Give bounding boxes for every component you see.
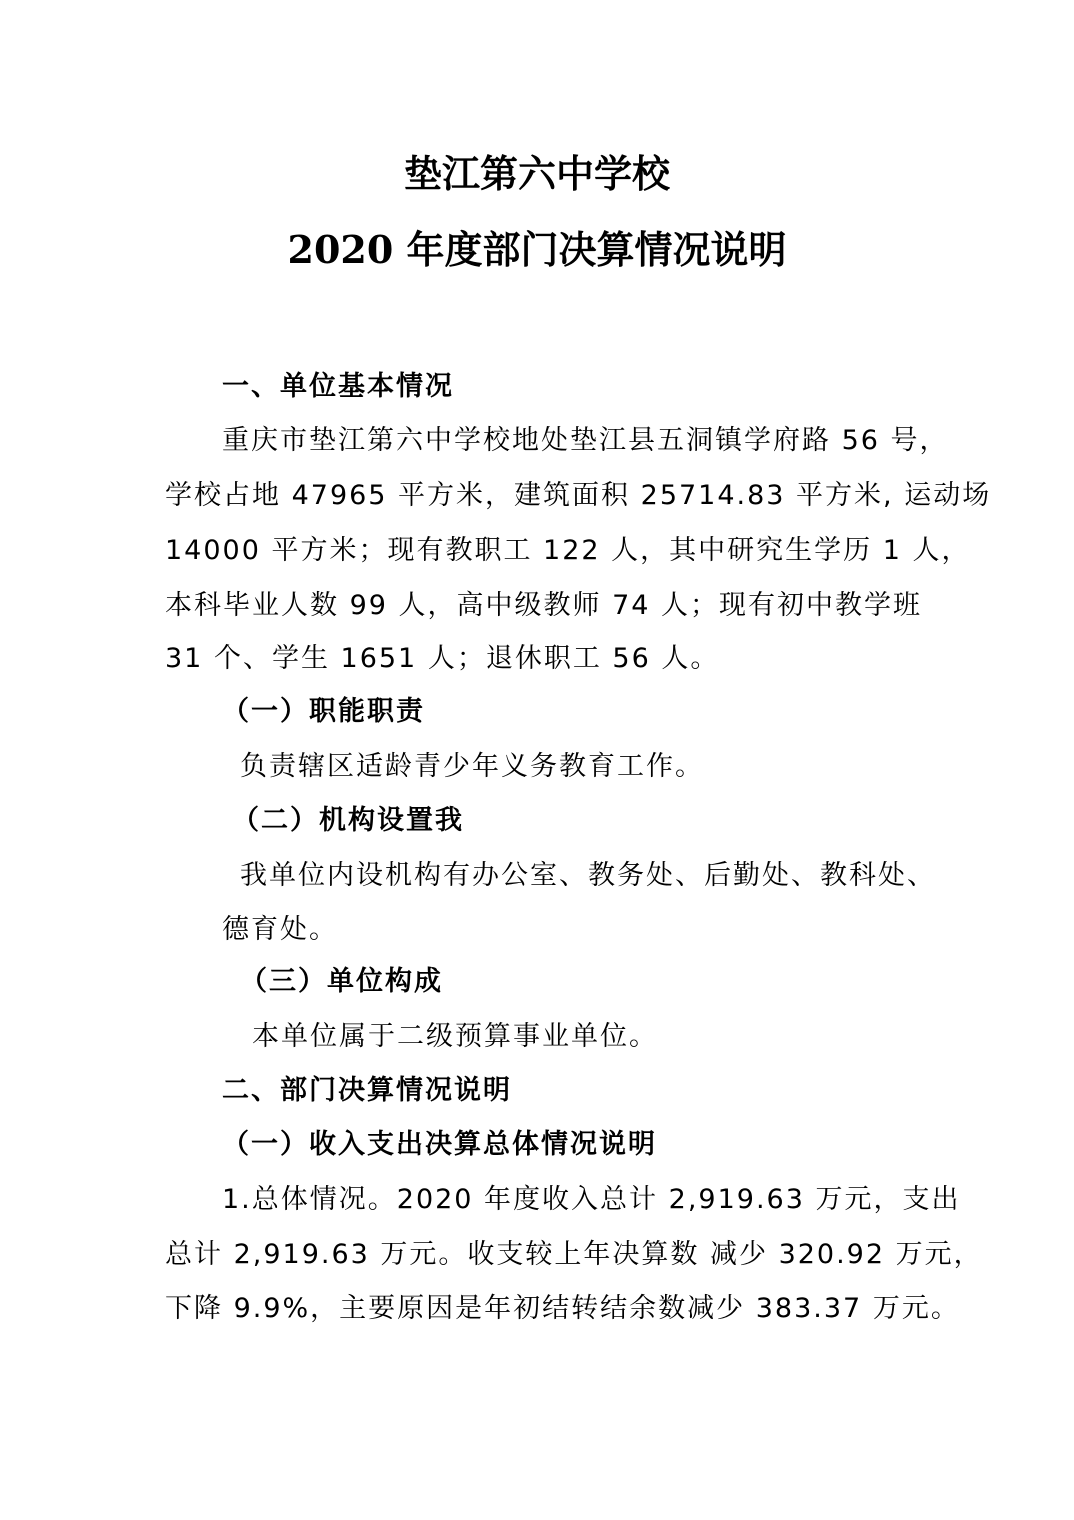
subsection-functions-heading: （一）职能职责: [222, 696, 425, 727]
title-line-1: 垫江第六中学校: [403, 151, 670, 196]
section-1-heading: 一、单位基本情况: [222, 371, 454, 402]
paragraph-line: 总计 2,919.63 万元。收支较上年决算数 减少 320.92 万元，: [165, 1239, 983, 1270]
paragraph-lead-rest: 。2020 年度收入总计 2,919.63 万元，支出: [367, 1184, 961, 1215]
paragraph-line: 31 个、学生 1651 人；退休职工 56 人。: [165, 643, 720, 674]
paragraph-line: 本科毕业人数 99 人，高中级教师 74 人；现有初中教学班: [165, 590, 923, 621]
subsection-structure-line: 德育处。: [222, 914, 338, 945]
subsection-income-expense-heading: （一）收入支出决算总体情况说明: [222, 1129, 657, 1160]
section-2-heading: 二、部门决算情况说明: [222, 1075, 512, 1106]
paragraph-line: 重庆市垫江第六中学校地处垫江县五洞镇学府路 56 号，: [222, 425, 949, 456]
paragraph-line: 学校占地 47965 平方米，建筑面积 25714.83 平方米, 运动场: [165, 480, 992, 511]
title-line-2: 2020 年度部门决算情况说明: [287, 227, 787, 272]
paragraph-line: 14000 平方米；现有教职工 122 人，其中研究生学历 1 人，: [165, 535, 971, 566]
subsection-structure-line: 我单位内设机构有办公室、教务处、后勤处、教科处、: [240, 860, 936, 891]
paragraph-line: [222, 1181, 960, 1219]
subsection-functions-text: 负责辖区适龄青少年义务教育工作。: [240, 751, 704, 782]
paragraph-line: 下降 9.9%，主要原因是年初结转结余数减少 383.37 万元。: [165, 1293, 960, 1324]
subsection-composition-text: 本单位属于二级预算事业单位。: [252, 1021, 658, 1052]
paragraph-lead: 1.总体情况: [222, 1184, 368, 1215]
subsection-composition-heading: （三）单位构成: [240, 966, 443, 997]
subsection-structure-heading: （二）机构设置我: [232, 805, 464, 836]
